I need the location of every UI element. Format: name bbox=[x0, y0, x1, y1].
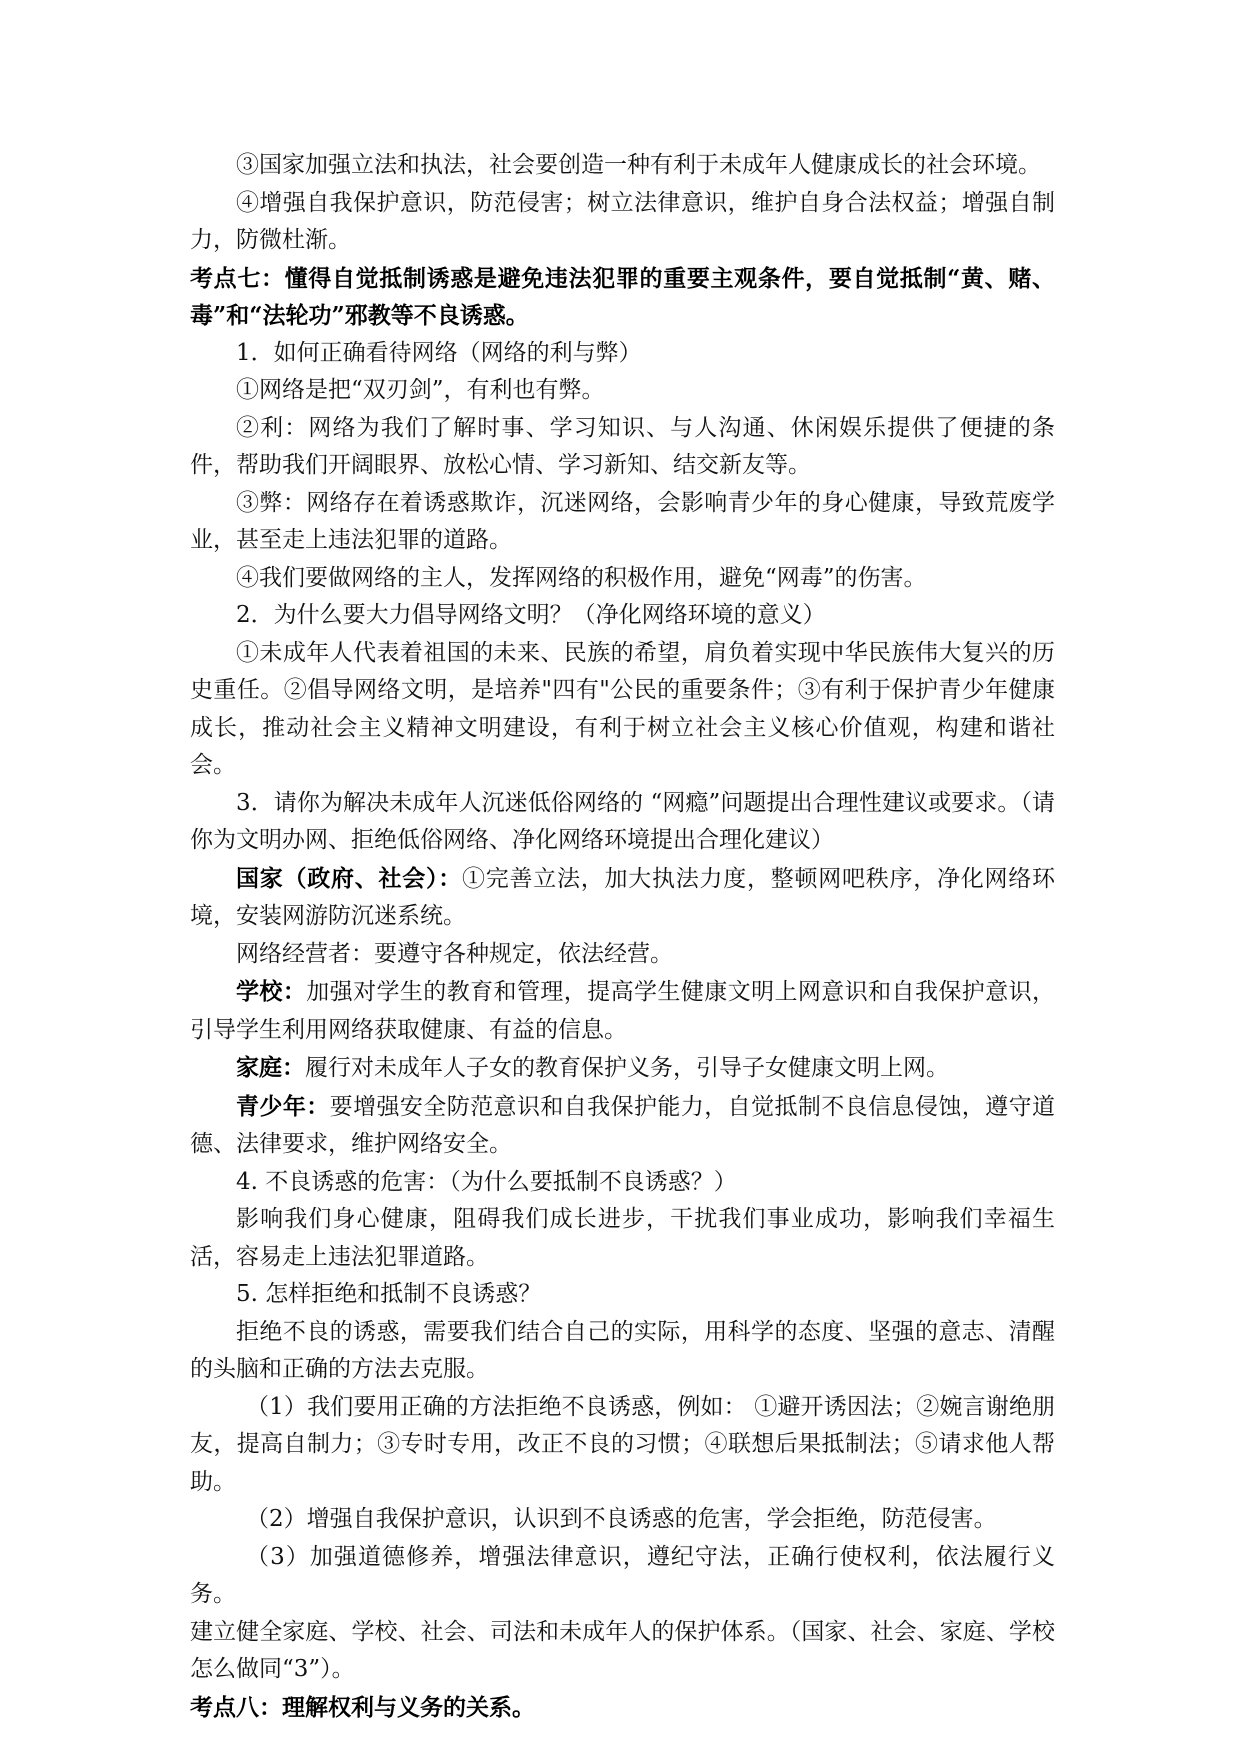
answer-state bbox=[190, 860, 1055, 936]
protection-system-paragraph: 建立健全家庭、学校、社会、司法和未成年人的保护体系。（国家、社会、家庭、学校怎么做同“3”）。 bbox=[190, 1618, 1055, 1682]
answer-5-3: （3）加强道德修养，增强法律意识，遵纪守法，正确行使权利，依法履行义务。 bbox=[190, 1543, 1055, 1607]
answer-5-2: （2）增强自我保护意识，认识到不良诱惑的危害，学会拒绝，防范侵害。 bbox=[246, 1506, 997, 1532]
answer-1b: ②利：网络为我们了解时事、学习知识、与人沟通、休闲娱乐提供了便捷的条件，帮助我们开阔眼界、放松心情、学习新知、结交新友等。 bbox=[190, 414, 1055, 478]
family-text: 履行对未成年人子女的教育保护义务，引导子女健康文明上网。 bbox=[305, 1055, 949, 1081]
answer-4: 影响我们身心健康，阻碍我们成长进步，干扰我们事业成功，影响我们幸福生活，容易走上违法犯罪道路。 bbox=[190, 1206, 1055, 1270]
school-label: 学校： bbox=[236, 978, 307, 1005]
answer-5: 拒绝不良的诱惑，需要我们结合自己的实际，用科学的态度、坚强的意志、清醒的头脑和正确的方法去克服。 bbox=[190, 1318, 1055, 1382]
youth-label: 青少年： bbox=[236, 1092, 330, 1120]
youth-text: 要增强安全防范意识和自我保护能力，自觉抵制不良信息侵蚀，遵守道德、法律要求，维护网络安全。 bbox=[190, 1093, 1056, 1157]
answer-school bbox=[190, 973, 1055, 1049]
question-4: 4. 不良诱惑的危害：（为什么要抵制不良诱惑？） bbox=[236, 1168, 737, 1195]
answer-2: ①未成年人代表着祖国的未来、民族的希望，肩负着实现中华民族伟大复兴的历史重任。②倡导网络文明，是培养"四有"公民的重要条件；③有利于保护青少年健康成长，推动社会主义精神文明建设，有利于树立社会主义核心价值观，构建和谐社会。 bbox=[190, 639, 1055, 778]
family-label: 家庭： bbox=[236, 1054, 305, 1081]
school-text: 加强对学生的教育和管理，提高学生健康文明上网意识和自我保护意识，引导学生利用网络获取健康、有益的信息。 bbox=[190, 979, 1056, 1043]
answer-5-1: （1）我们要用正确的方法拒绝不良诱惑，例如： ①避开诱因法；②婉言谢绝朋友，提高自制力；③专时专用，改正不良的习惯；④联想后果抵制法；⑤请求他人帮助。 bbox=[190, 1393, 1055, 1495]
answer-family bbox=[190, 1049, 1055, 1088]
heading-point-7: 考点七：懂得自觉抵制诱惑是避免违法犯罪的重要主观条件，要自觉抵制“黄、赌、毒”和“法轮功”邪教等不良诱惑。 bbox=[190, 264, 1055, 329]
heading-point-8: 考点八：理解权利与义务的关系。 bbox=[190, 1693, 535, 1721]
answer-youth bbox=[190, 1088, 1055, 1164]
paragraph-4: ④增强自我保护意识，防范侵害；树立法律意识，维护自身合法权益；增强自制力，防微杜渐。 bbox=[190, 189, 1055, 253]
answer-1d: ④我们要做网络的主人，发挥网络的积极作用，避免“网毒”的伤害。 bbox=[236, 564, 927, 591]
question-1: 1．如何正确看待网络（网络的利与弊） bbox=[236, 339, 642, 366]
answer-operator: 网络经营者：要遵守各种规定，依法经营。 bbox=[236, 940, 673, 967]
question-3: 3．请你为解决未成年人沉迷低俗网络的 “网瘾”问题提出合理性建议或要求。（请你为文明办网、拒绝低俗网络、净化网络环境提出合理化建议） bbox=[190, 789, 1055, 853]
document-page bbox=[190, 147, 1055, 1726]
state-text: ①完善立法，加大执法力度，整顿网吧秩序，净化网络环境，安装网游防沉迷系统。 bbox=[190, 865, 1055, 929]
answer-1c: ③弊：网络存在着诱惑欺诈，沉迷网络，会影响青少年的身心健康，导致荒废学业，甚至走上违法犯罪的道路。 bbox=[190, 489, 1055, 553]
question-5: 5. 怎样拒绝和抵制不良诱惑？ bbox=[236, 1281, 542, 1307]
question-2: 2．为什么要大力倡导网络文明？（净化网络环境的意义） bbox=[236, 602, 826, 628]
state-label: 国家（政府、社会）： bbox=[236, 864, 462, 892]
paragraph-3: ③国家加强立法和执法，社会要创造一种有利于未成年人健康成长的社会环境。 bbox=[236, 152, 1041, 178]
answer-1a: ①网络是把“双刃剑”，有利也有弊。 bbox=[236, 377, 605, 403]
